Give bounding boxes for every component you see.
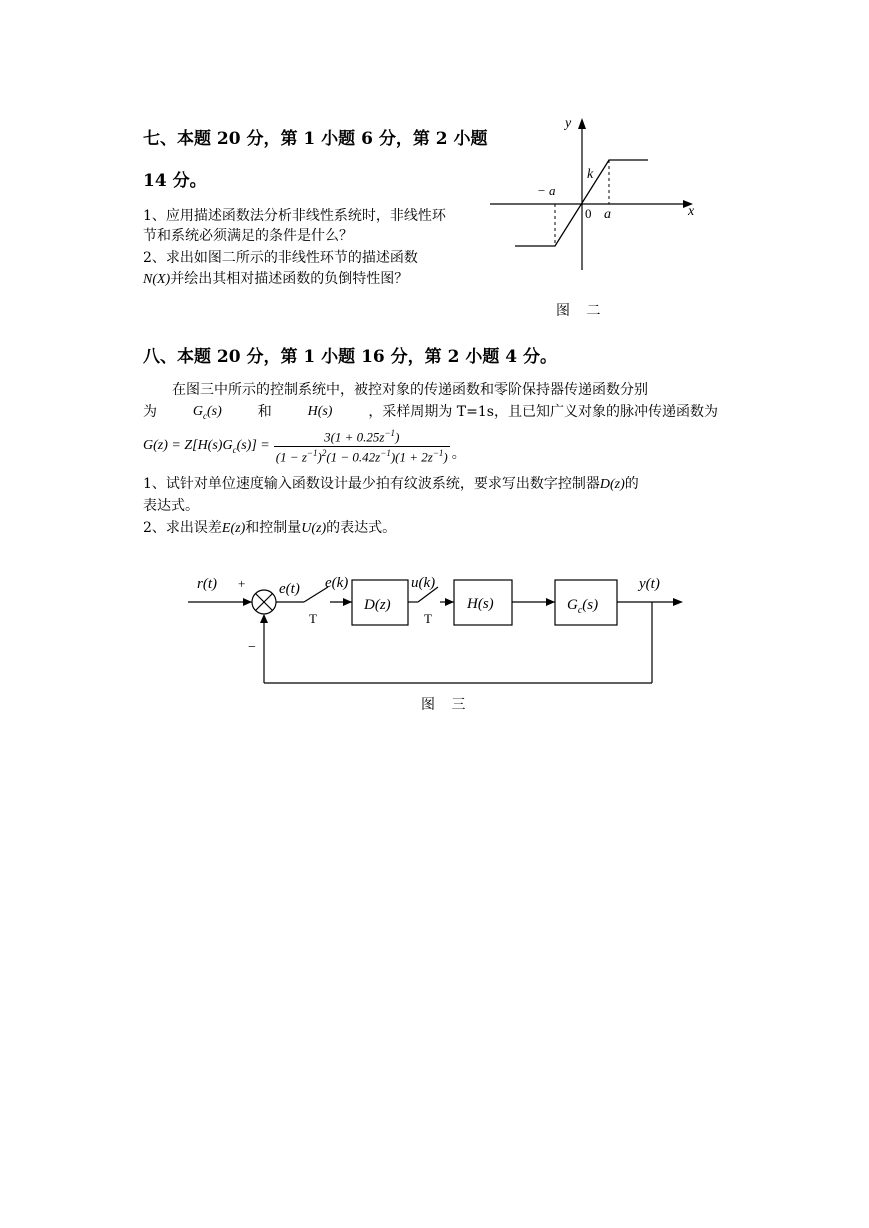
figure-2-caption: 图 二 [556, 303, 607, 319]
eq-denominator: $(1 - z^{-1})^2(1 - 0.42z^{-1})(1 + 2z^{-1})$ [275, 448, 448, 465]
q8-para-line2-a: 为 [143, 404, 157, 420]
q8-para-line2-b: 和 [257, 404, 272, 420]
label-t2: T [424, 611, 432, 626]
figure-3-block-diagram [180, 565, 700, 695]
q8-title: 八、本题 20 分，第 1 小题 16 分，第 2 小题 4 分。 [143, 347, 557, 367]
q7-item1-line1: 1、应用描述函数法分析非线性系统时，非线性环 [143, 208, 446, 224]
label-t1: T [309, 611, 317, 626]
eq-lhs: $G(z) = Z[H(s)G_c(s)]$ = [143, 438, 270, 456]
q8-item1-line2: 表达式。 [143, 498, 199, 514]
feedback-arrow-icon [260, 614, 268, 623]
label-k: k [587, 167, 594, 182]
dz-in-arrow-icon [343, 598, 352, 606]
q7-item1-line2: 节和系统必须满足的条件是什么？ [143, 228, 353, 244]
label-e-k: e(k) [325, 575, 349, 591]
label-minus: − [248, 640, 256, 655]
label-y-t: y(t) [639, 576, 660, 592]
q7-math-nx: N(X) [143, 272, 171, 287]
label-gc: $G_c(s)$ [567, 597, 599, 616]
eq-fraction [274, 428, 450, 466]
q8-equation [143, 428, 466, 466]
q8-item1-line1: 1、试针对单位速度输入函数设计最少拍有纹波系统，要求写出数字控制器D(z)的 [143, 476, 639, 492]
label-hs: H(s) [467, 596, 494, 612]
label-a: a [604, 207, 611, 222]
q8-math-dz: D(z) [599, 477, 625, 492]
label-x: x [688, 204, 695, 219]
q7-title-line1: 七、本题 20 分，第 1 小题 6 分，第 2 小题 [143, 129, 488, 149]
output-arrow-icon [673, 598, 683, 606]
label-y: y [565, 116, 572, 131]
gc-in-arrow-icon [546, 598, 555, 606]
q8-para-line1: 在图三中所示的控制系统中，被控对象的传递函数和零阶保持器传递函数分别 [172, 382, 648, 398]
q8-math-ez: E(z) [221, 521, 246, 536]
eq-numerator: $3(1 + 0.25z^{-1})$ [324, 428, 400, 445]
q8-item2: 2、求出误差E(z)和控制量U(z)的表达式。 [143, 520, 397, 536]
q7-item2-line2-text: 并绘出其相对描述函数的负倒特性图？ [170, 271, 409, 287]
q7-item2-line1: 2、求出如图二所示的非线性环节的描述函数 [143, 250, 418, 266]
q8-math-hs: H(s) [307, 404, 333, 419]
q8-math-uz: U(z) [301, 521, 327, 536]
q8-para-line2-c: ，采样周期为 T=1s，且已知广义对象的脉冲传递函数为 [368, 404, 718, 420]
label-neg-a: − a [537, 183, 556, 198]
q8-math-gcs: $G_c(s)$ [192, 404, 222, 421]
label-plus: + [238, 576, 246, 591]
q7-item2-line2 [143, 269, 408, 290]
label-u-k: u(k) [411, 575, 436, 591]
label-r-t: r(t) [197, 576, 217, 592]
eq-tail: 。 [451, 445, 466, 462]
y-axis-arrow-icon [578, 118, 586, 129]
figure-3-caption: 图 三 [421, 697, 472, 713]
q7-title-line2: 14 分。 [143, 171, 207, 191]
figure-2-saturation [485, 112, 705, 277]
label-zero: 0 [585, 206, 592, 221]
q8-para-line2 [143, 402, 718, 426]
label-e-t: e(t) [279, 581, 300, 597]
input-arrow-icon [243, 598, 252, 606]
hs-in-arrow-icon [445, 598, 454, 606]
label-dz: D(z) [364, 597, 391, 613]
